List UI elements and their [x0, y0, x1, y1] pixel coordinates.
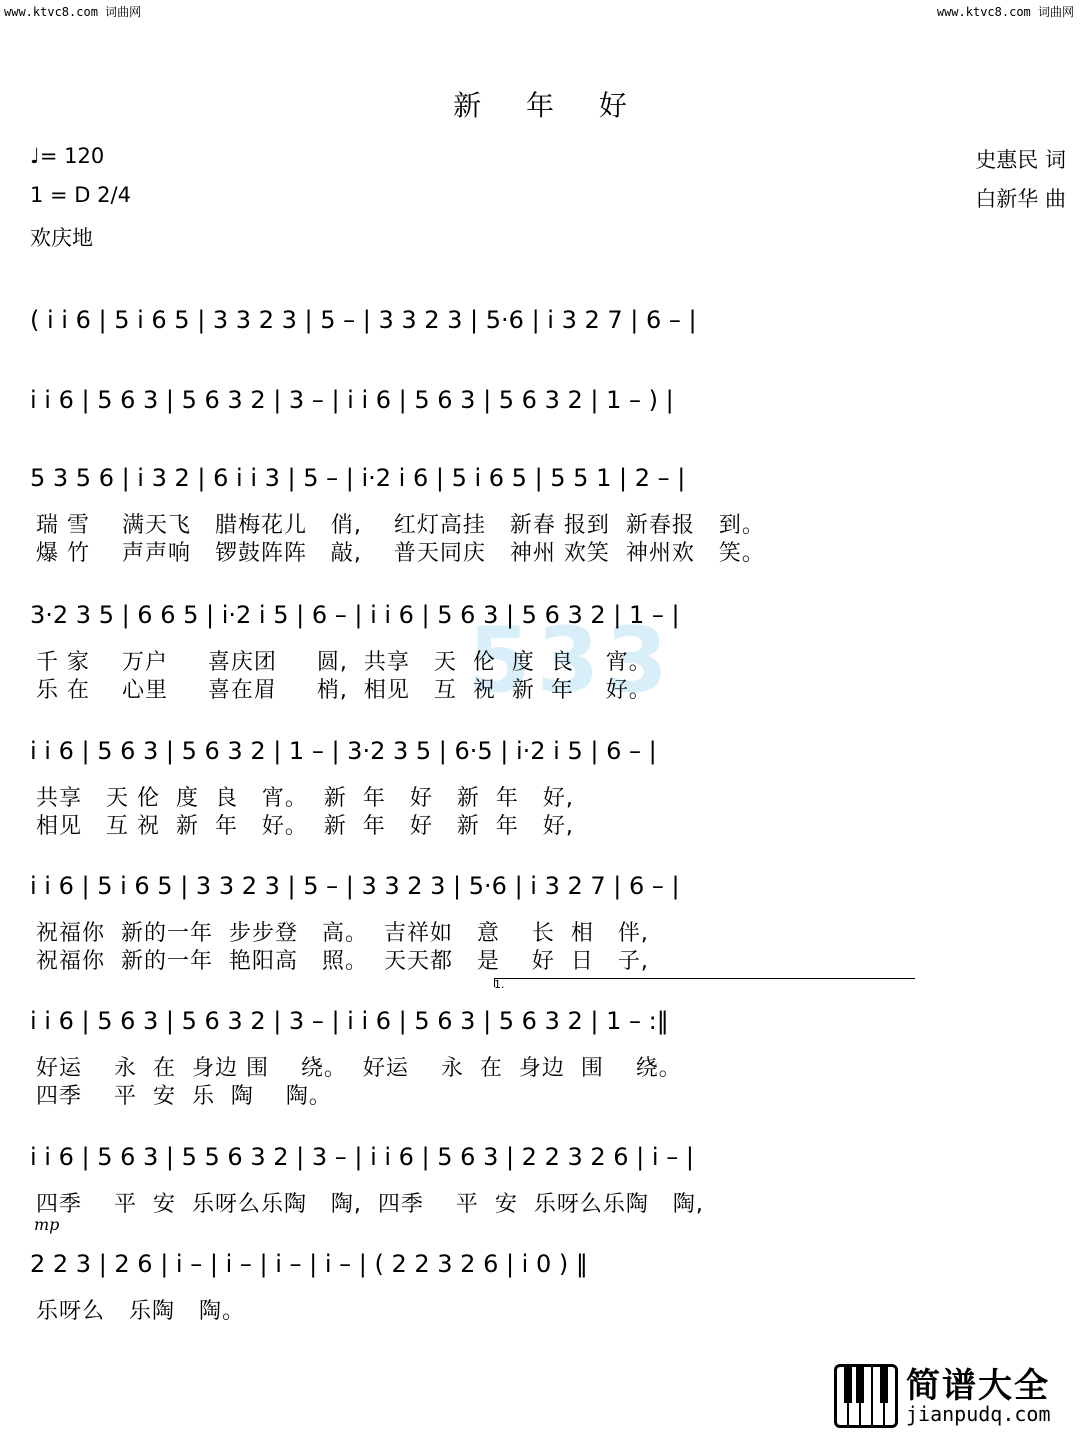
lyric-line: 相见 互 祝 新 年 好。 新 年 好 新 年 好, [36, 814, 574, 839]
score-row-4: 3·2 3 5 | 6 6 5 | i·2 i 5 | 6 – | i i 6 | 5 6 3 | 5 6 3 2 | 1 – | [30, 601, 680, 629]
logo-url: jianpudq.com [906, 1402, 1051, 1426]
lyric-line: 四季 平 安 乐呀么乐陶 陶, 四季 平 安 乐呀么乐陶 陶, [36, 1192, 704, 1217]
lyricist-credit: 史惠民 词 [975, 148, 1066, 172]
ghost-watermark: 533 [468, 608, 674, 713]
song-title: 新 年 好 [453, 89, 645, 122]
logo-name: 简谱大全 [906, 1366, 1050, 1406]
lyric-line: 千 家 万户 喜庆团 圆, 共享 天 伦 度 良 宵。 [36, 650, 652, 675]
site-watermark-left: www.ktvc8.com 词曲网 [4, 5, 142, 19]
lyric-line: 乐呀么 乐陶 陶。 [36, 1299, 245, 1324]
score-row-3: 5 3 5 6 | i 3 2 | 6 i i 3 | 5 – | i·2 i 6 | 5 i 6 5 | 5 5 1 | 2 – | [30, 464, 686, 492]
site-watermark-right: www.ktvc8.com 词曲网 [936, 5, 1074, 19]
key-signature: 1 = D 2/4 [30, 183, 131, 207]
score-row-5: i i 6 | 5 6 3 | 5 6 3 2 | 1 – | 3·2 3 5 | 6·5 | i·2 i 5 | 6 – | [30, 737, 657, 765]
lyric-line: 爆 竹 声声响 锣鼓阵阵 敲, 普天同庆 神州 欢笑 神州欢 笑。 [36, 541, 765, 566]
dynamic-marking: mp [34, 1215, 60, 1234]
site-logo [834, 1358, 1074, 1434]
lyric-line: 祝福你 新的一年 步步登 高。 吉祥如 意 长 相 伴, [36, 921, 649, 946]
volta-bracket [494, 978, 915, 987]
volta-ending-mark: 1. [494, 978, 505, 991]
piano-keys-icon [834, 1364, 898, 1428]
lyric-line: 乐 在 心里 喜在眉 梢, 相见 互 祝 新 年 好。 [36, 678, 652, 703]
lyric-line: 好运 永 在 身边 围 绕。 好运 永 在 身边 围 绕。 [36, 1056, 682, 1081]
score-row-8: i i 6 | 5 6 3 | 5 5 6 3 2 | 3 – | i i 6 | 5 6 3 | 2 2 3 2 6 | i – | [30, 1143, 694, 1171]
score-row-9: 2 2 3 | 2 6 | i – | i – | i – | i – | ( 2 2 3 2 6 | i 0 ) ‖ [30, 1250, 588, 1278]
expression-marking: 欢庆地 [30, 226, 93, 250]
score-row-6: i i 6 | 5 i 6 5 | 3 3 2 3 | 5 – | 3 3 2 3 | 5·6 | i 3 2 7 | 6 – | [30, 872, 680, 900]
score-row-1: ( i i 6 | 5 i 6 5 | 3 3 2 3 | 5 – | 3 3 2 3 | 5·6 | i 3 2 7 | 6 – | [30, 306, 697, 334]
lyric-line: 瑞 雪 满天飞 腊梅花儿 俏, 红灯高挂 新春 报到 新春报 到。 [36, 513, 765, 538]
score-row-7: i i 6 | 5 6 3 | 5 6 3 2 | 3 – | i i 6 | 5 6 3 | 5 6 3 2 | 1 – :‖ [30, 1007, 669, 1035]
lyric-line: 祝福你 新的一年 艳阳高 照。 天天都 是 好 日 子, [36, 949, 649, 974]
lyric-line: 四季 平 安 乐 陶 陶。 [36, 1084, 332, 1109]
lyric-line: 共享 天 伦 度 良 宵。 新 年 好 新 年 好, [36, 786, 574, 811]
composer-credit: 白新华 曲 [975, 187, 1066, 211]
tempo-marking: ♩= 120 [30, 144, 105, 168]
score-row-2: i i 6 | 5 6 3 | 5 6 3 2 | 3 – | i i 6 | 5 6 3 | 5 6 3 2 | 1 – ) | [30, 386, 674, 414]
